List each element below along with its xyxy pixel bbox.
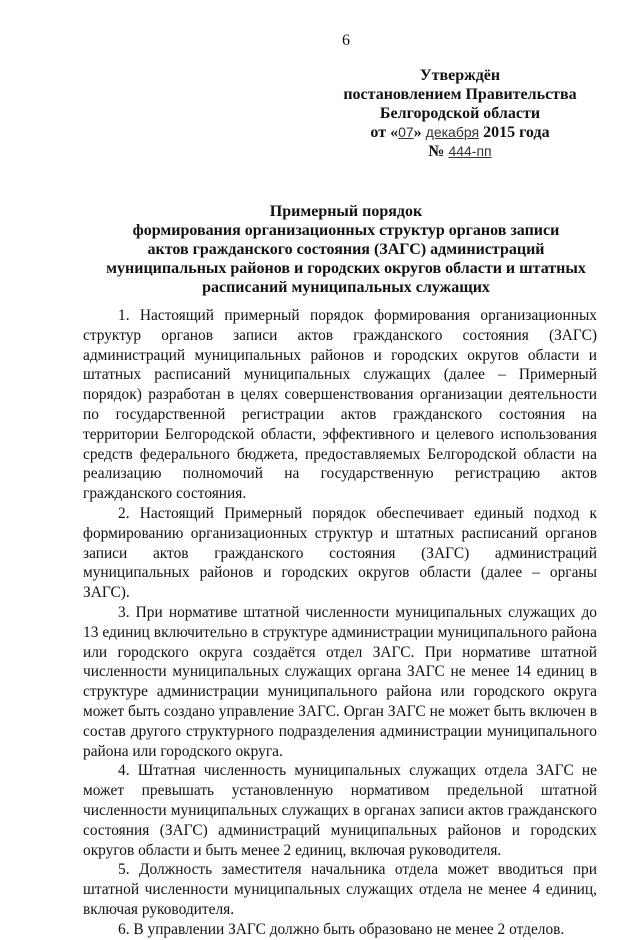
paragraph-1: 1. Настоящий примерный порядок формирования организационных структур органов записи актов гражданского состояния (ЗАГС) администраций муниципальных районов и городских округов области и штатных расписаний муниципальных служащих (далее – Примерный порядок) разработан в целях совершенствования организации деятельности по государственной регистрации актов гражданского состояния на территории Белгородской области, эффективного и целевого использования средств федерального бюджета, предоставляемых Белгородской области на реализацию полномочий на государственную регистрацию актов гражданского состояния. bbox=[83, 307, 597, 503]
paragraph-4: 4. Штатная численность муниципальных служащих отдела ЗАГС не может превышать установленную нормативом предельной штатной численности муниципальных служащих в органах записи актов гражданского состояния (ЗАГС) администраций муниципальных районов и городских округов области и быть менее 2 единиц, включая руководителя. bbox=[83, 762, 597, 859]
approval-date bbox=[300, 123, 620, 142]
date-year: 2015 года bbox=[483, 124, 550, 141]
date-day: 07 bbox=[398, 124, 414, 140]
approval-line-3: Белгородской области bbox=[379, 105, 541, 122]
paragraph-2: 2. Настоящий Примерный порядок обеспечивает единый подход к формированию организационных структур и штатных расписаний органов записи актов гражданского состояния (ЗАГС) администраций муниципальных районов и городских округов области (далее – органы ЗАГС). bbox=[83, 504, 597, 602]
title-line-4: муниципальных районов и городских округов области и штатных bbox=[106, 260, 586, 277]
title-line-1: Примерный порядок bbox=[269, 203, 423, 220]
approval-line-2: постановлением Правительства bbox=[343, 86, 577, 103]
number-prefix: № bbox=[428, 143, 445, 160]
date-prefix: от « bbox=[370, 124, 399, 141]
date-month: декабря bbox=[425, 124, 480, 140]
title-line-2: формирования организационных структур органов записи bbox=[132, 222, 560, 239]
paragraph-3: 3. При нормативе штатной численности муниципальных служащих до 13 единиц включительно в структуре администрации муниципального района или городского округа создаётся отдел ЗАГС. При нормативе штатной численности муниципальных служащих органа ЗАГС не менее 14 единиц в структуре администрации муниципального района или городского округа может быть создано управление ЗАГС. Орган ЗАГС не может быть включен в состав другого структурного подразделения администрации муниципального района или городского округа. bbox=[83, 603, 597, 760]
paragraph-6: 6. В управлении ЗАГС должно быть образовано не менее 2 отделов. bbox=[118, 920, 565, 938]
document-title bbox=[60, 202, 632, 297]
document-body bbox=[83, 306, 597, 940]
title-line-3: актов гражданского состояния (ЗАГС) администраций bbox=[147, 241, 545, 258]
page-number: 6 bbox=[342, 32, 350, 49]
approval-line-1: Утверждён bbox=[419, 67, 501, 84]
number-value: 444-пп bbox=[448, 143, 492, 159]
approval-block bbox=[300, 66, 620, 161]
title-line-5: расписаний муниципальных служащих bbox=[202, 279, 490, 296]
date-mid: » bbox=[413, 124, 422, 141]
approval-number bbox=[300, 142, 620, 161]
paragraph-5: 5. Должность заместителя начальника отдела может вводиться при штатной численности муниципальных служащих отдела не менее 4 единиц, включая руководителя. bbox=[83, 861, 597, 918]
